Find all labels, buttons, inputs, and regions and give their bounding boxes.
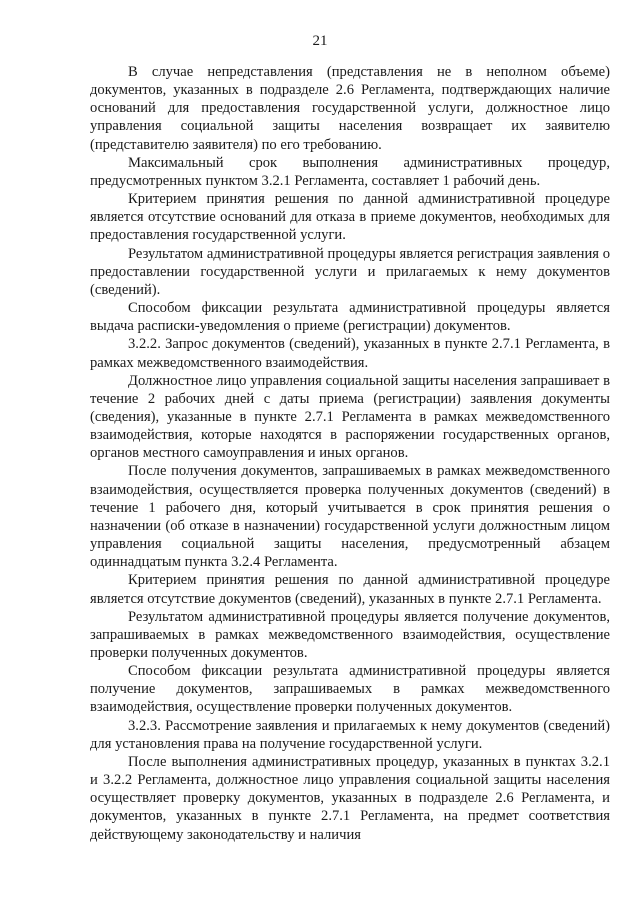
page-number: 21: [312, 33, 328, 49]
paragraph-13: После выполнения административных процедур, указанных в пунктах 3.2.1 и 3.2.2 Регламента, должностное лицо управления социальной защиты населения осуществляет проверку документов, указанных в подразделе 2.6 Регламента, и документов, указанных в пункте 2.7.1 Регламента, на предмет соответствия действующему законодательству и наличия: [90, 753, 610, 843]
paragraph-1: В случае непредставления (представления не в неполном объеме) документов, указанных в подразделе 2.6 Регламента, подтверждающих наличие оснований для предоставления государственной услуги, должностное лицо управления социальной защиты населения возвращает их заявителю (представителю заявителя) по его требованию.: [90, 64, 610, 153]
paragraph-2: Максимальный срок выполнения административных процедур, предусмотренных пунктом 3.2.1 Регламента, составляет 1 рабочий день.: [90, 154, 610, 189]
paragraph-9: Критерием принятия решения по данной административной процедуре является отсутствие документов (сведений), указанных в пункте 2.7.1 Регламента.: [90, 572, 610, 607]
paragraph-7: Должностное лицо управления социальной защиты населения запрашивает в течение 2 рабочих дней с даты приема (регистрации) заявления документы (сведения), указанные в пункте 2.7.1 Регламента в рамках межведомственного взаимодействия, которые находятся в распоряжении государственных органов, органов местного самоуправления и иных органов.: [90, 372, 610, 462]
paragraph-4: Результатом административной процедуры является регистрация заявления о предоставлении государственной услуги и прилагаемых к нему документов (сведений).: [90, 245, 610, 298]
paragraph-12: 3.2.3. Рассмотрение заявления и прилагаемых к нему документов (сведений) для установления права на получение государственной услуги.: [90, 717, 610, 752]
paragraph-6: 3.2.2. Запрос документов (сведений), указанных в пункте 2.7.1 Регламента, в рамках межведомственного взаимодействия.: [90, 336, 610, 371]
paragraph-10: Результатом административной процедуры является получение документов, запрашиваемых в рамках межведомственного взаимодействия, осуществление проверки полученных документов.: [90, 608, 610, 661]
paragraph-3: Критерием принятия решения по данной административной процедуре является отсутствие оснований для отказа в приеме документов, необходимых для предоставления государственной услуги.: [90, 191, 610, 244]
paragraph-5: Способом фиксации результата административной процедуры является выдача расписки-уведомления о приеме (регистрации) документов.: [90, 300, 610, 335]
document-body: [90, 63, 610, 844]
paragraph-8: После получения документов, запрашиваемых в рамках межведомственного взаимодействия, осуществляется проверка полученных документов (сведений) в течение 1 рабочего дня, который учитывается в срок принятия решения о назначении (об отказе в назначении) государственной услуги должностным лицом управления социальной защиты населения, предусмотренный абзацем одиннадцатым пункта 3.2.4 Регламента.: [90, 463, 610, 571]
paragraph-11: Способом фиксации результата административной процедуры является получение документов, запрашиваемых в рамках межведомственного взаимодействия, осуществление проверки полученных документов.: [90, 663, 610, 716]
